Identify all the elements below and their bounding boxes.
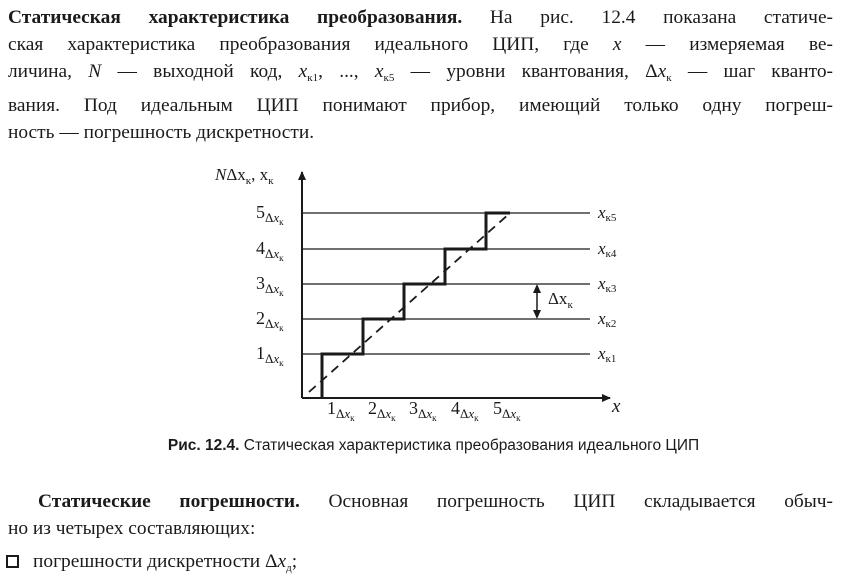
- y-tick-label-4: $4_\Delta xк$: [256, 238, 284, 263]
- level-labels: [597, 203, 617, 365]
- errors-line-1: Статические погрешности. Основная погрешность ЦИП складывается обыч-: [38, 491, 833, 512]
- x-axis-label: x: [612, 396, 621, 417]
- intro-line-5: ность — погрешность дискретности.: [8, 122, 315, 143]
- y-axis-label: NΔx$_к$, $x_к$: [215, 165, 274, 187]
- errors-paragraph: [8, 488, 833, 542]
- level-label-5: xк5: [598, 203, 617, 224]
- x-tick-label-2: $2_\Delta xк$: [368, 398, 396, 423]
- x-tick-label-4: $4_\Delta xк$: [451, 398, 479, 423]
- y-tick-label-5: $5_\Delta xк$: [256, 202, 284, 227]
- level-label-2: xк2: [598, 309, 617, 330]
- level-label-4: xк4: [598, 239, 617, 260]
- intro-heading: Статическая характеристика преобразования.: [8, 7, 463, 28]
- y-tick-label-2: $2_\Delta xк$: [256, 308, 284, 333]
- step-arrow: [533, 284, 541, 319]
- figure-caption: Рис. 12.4. Статическая характеристика преобразования идеального ЦИП: [167, 437, 700, 454]
- intro-line-3: личина, N — выходной код, $x_{к1}$, ..., $x_{к5}$ — уровни квантования, $\Delta x_к$ — шаг кванто-: [8, 61, 833, 84]
- intro-line-1: Статическая характеристика преобразования. На рис. 12.4 показана статиче-: [8, 7, 834, 28]
- y-tick-label-1: $1_\Delta xк$: [256, 343, 284, 368]
- y-tick-labels: [256, 202, 284, 368]
- level-label-3: xк3: [598, 274, 617, 295]
- ideal-dashed-line: [309, 213, 510, 392]
- staircase-characteristic: [322, 213, 510, 398]
- intro-line-2: ская характеристика преобразования идеального ЦИП, где x — измеряемая ве-: [8, 34, 833, 55]
- step-label: $\Delta x_к$: [548, 289, 573, 311]
- x-tick-label-3: $3_\Delta xк$: [409, 398, 437, 423]
- checkbox-bullet-icon: [6, 555, 19, 568]
- errors-heading: Статические погрешности.: [38, 491, 300, 512]
- intro-line-4: вания. Под идеальным ЦИП понимают прибор, имеющий только одну погреш-: [8, 95, 833, 116]
- errors-line-2: но из четырех составляющих:: [8, 518, 256, 539]
- x-tick-labels: [327, 398, 521, 423]
- y-tick-label-3: $3_\Delta xк$: [256, 273, 284, 298]
- x-tick-label-1: $1_\Delta xк$: [327, 398, 355, 423]
- level-label-1: xк1: [598, 344, 617, 365]
- bullet-item: погрешности дискретности $\Delta x_д$;: [6, 548, 297, 582]
- x-tick-label-5: $5_\Delta xк$: [493, 398, 521, 423]
